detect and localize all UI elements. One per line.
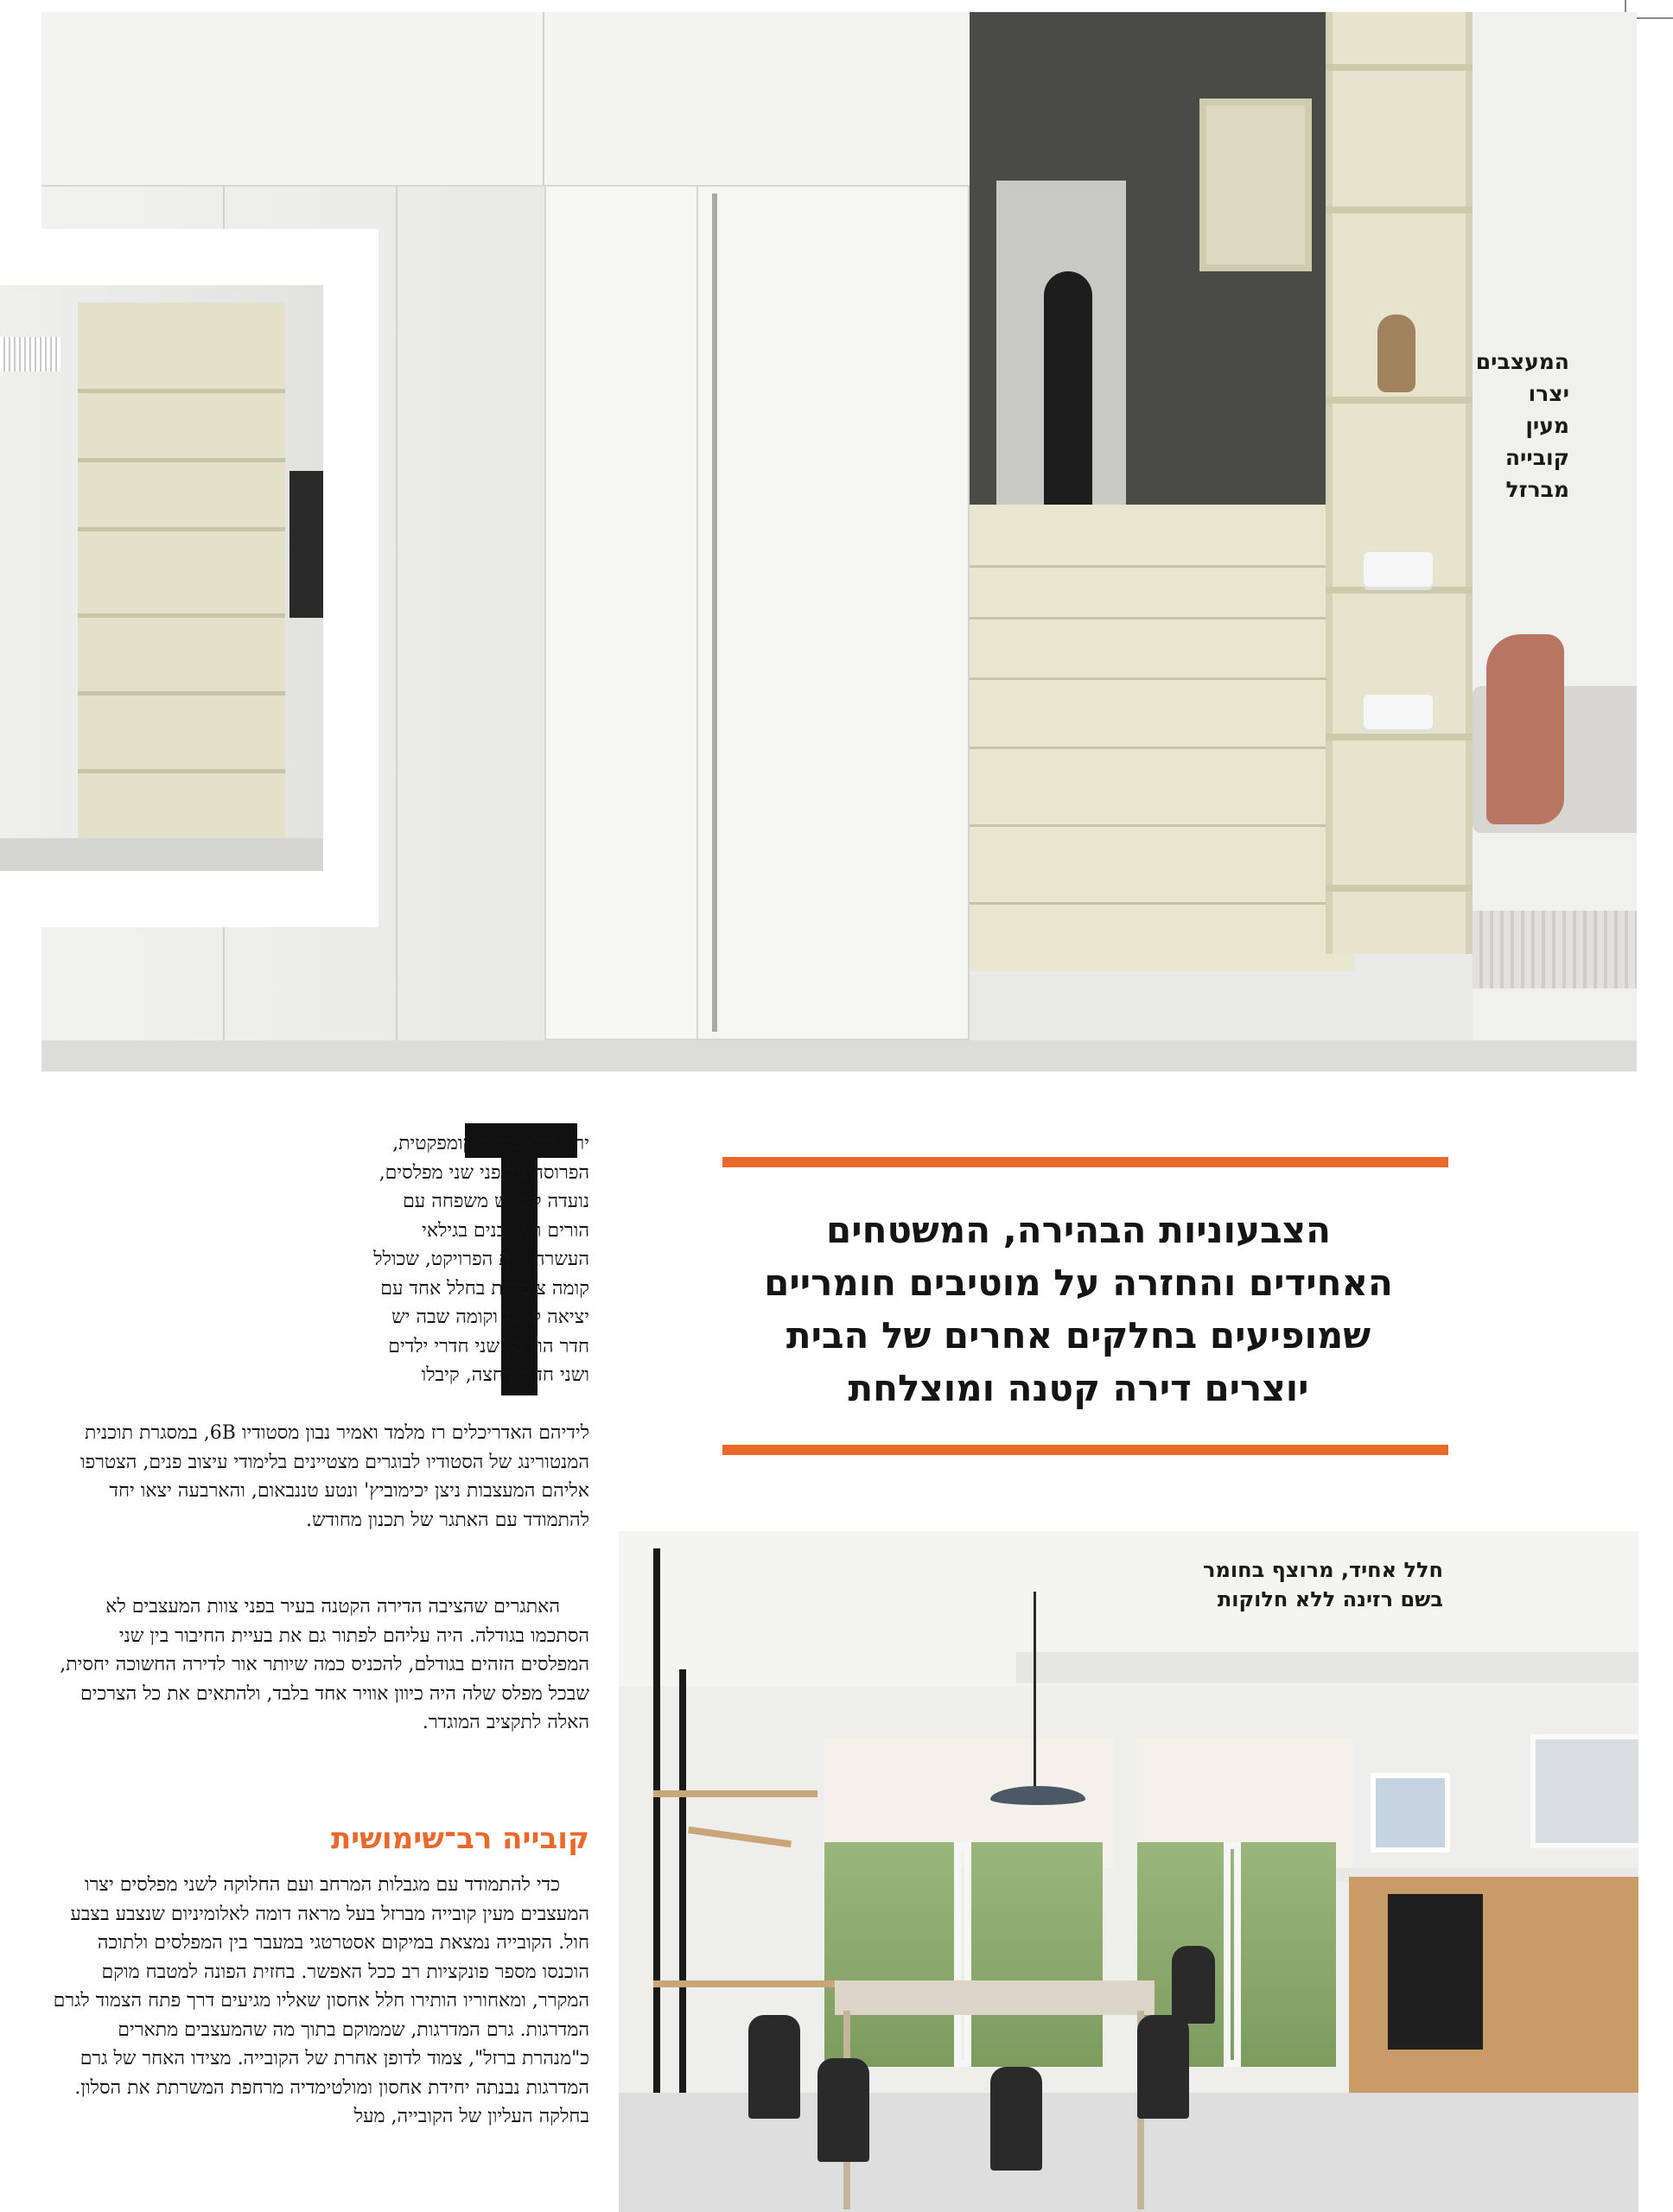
intro-line: קומה ציבורית בחלל אחד עם: [380, 1277, 589, 1300]
intro-line: הפרוסה על פני שני מפלסים,: [378, 1161, 589, 1184]
dining-caption-line: בשם רזינה ללא חלוקות: [1217, 1587, 1443, 1611]
intro-line: ירה תל־אביבית קומפקטית,: [392, 1133, 589, 1154]
pull-quote-rule-top: [722, 1157, 1448, 1167]
dining-photo: [619, 1531, 1638, 2212]
pull-quote-rule-bottom: [722, 1445, 1448, 1455]
intro-line: יציאה לגינה וקומה שבה יש: [391, 1306, 589, 1328]
hero-caption-line: מברזל: [1505, 477, 1569, 502]
pull-quote: [709, 1204, 1448, 1414]
hero-caption-line: המעצבים: [1475, 349, 1569, 374]
hero-caption-line: מעין: [1525, 413, 1569, 438]
intro-line: חדר הורים, שני חדרי ילדים: [388, 1335, 589, 1357]
inset-photo: [0, 285, 323, 871]
intro-line: ושני חדרי רחצה, קיבלו: [421, 1364, 589, 1386]
intro-continued: לידיהם האדריכלים רז מלמד ואמיר נבון מסטודיו 6B, במסגרת תוכנית המנטורינג של הסטודיו לבוגרים מצטיינים בלימודי עיצוב פנים, הצטרפו אליהם המעצבות ניצן יכימוביץ' ונטע טננבאום, והארבעה יצאו יחד להתמודד עם האתגר של תכנון מחודש.: [80, 1422, 589, 1531]
pull-quote-line: הצבעוניות הבהירה, המשטחים: [826, 1209, 1331, 1251]
body-paragraph-3: כדי להתמודד עם מגבלות המרחב ועם החלוקה לשני מפלסים יצרו המעצבים מעין קובייה מברזל בעל מראה דומה לאלומיניום שנצבע בצבע חול. הקובייה נמצאת במיקום אסטרטגי במעבר בין המפלסים ולתוכה הוכנסו מספר פונקציות רב ככל האפשר. בחזית הפונה למטבח מוקם המקרר, ומאחוריו הותירו חלל אחסון שאליו מגיעים דרך פתח הצמוד לגרם המדרגות. גרם המדרגות, שממוקם בתוך מה שהמעצבים מתארים כ"מנהרת ברזל", צמוד לדופן אחרת של הקובייה. מצידו האחר של גרם המדרגות נבנתה יחידת אחסון ומולטימדיה מרחפת המשרתת את הסלון. בחלקה העליון של הקובייה, מעל: [53, 1874, 589, 2127]
hero-caption-line: קובייה: [1504, 445, 1569, 470]
hero-caption-line: יצרו: [1528, 381, 1569, 406]
intro-line: נועדה לשמש משפחה עם: [403, 1191, 589, 1212]
intro-line: הורים ושני בנים בגילאי: [422, 1219, 589, 1242]
dining-caption-line: חלל אחיד, מרוצף בחומר: [1203, 1558, 1443, 1582]
pull-quote-line: שמופיעים בחלקים אחרים של הבית: [786, 1314, 1371, 1357]
person-silhouette: [1044, 271, 1092, 513]
hero-caption: [1396, 346, 1569, 505]
intro-paragraph: [356, 1129, 589, 1390]
intro-line: העשרה. את הפרויקט, שכולל: [373, 1249, 589, 1270]
body-paragraph-2: האתגרים שהציבה הדירה הקטנה בעיר בפני צוות המעצבים לא הסתכמו בגודלה. היה עליהם לפתור גם את בעיית החיבור בין שני המפלסים הזהים בגודלם, להכניס כמה שיותר אור לדירה החשוכה יחסית, שבכל מפלס שלה היה כיוון אוויר אחד בלבד, ולהתאים את כל הצרכים האלה לתקציב המוגדר.: [60, 1596, 589, 1733]
section-subheading: קובייה רב־שימושית: [330, 1821, 589, 1856]
dining-caption: [1097, 1555, 1443, 1614]
pull-quote-line: יוצרים דירה קטנה ומוצלחת: [848, 1367, 1309, 1409]
pull-quote-line: האחידים והחזרה על מוטיבים חומריים: [764, 1262, 1393, 1304]
dining-table: [835, 1980, 1155, 2015]
